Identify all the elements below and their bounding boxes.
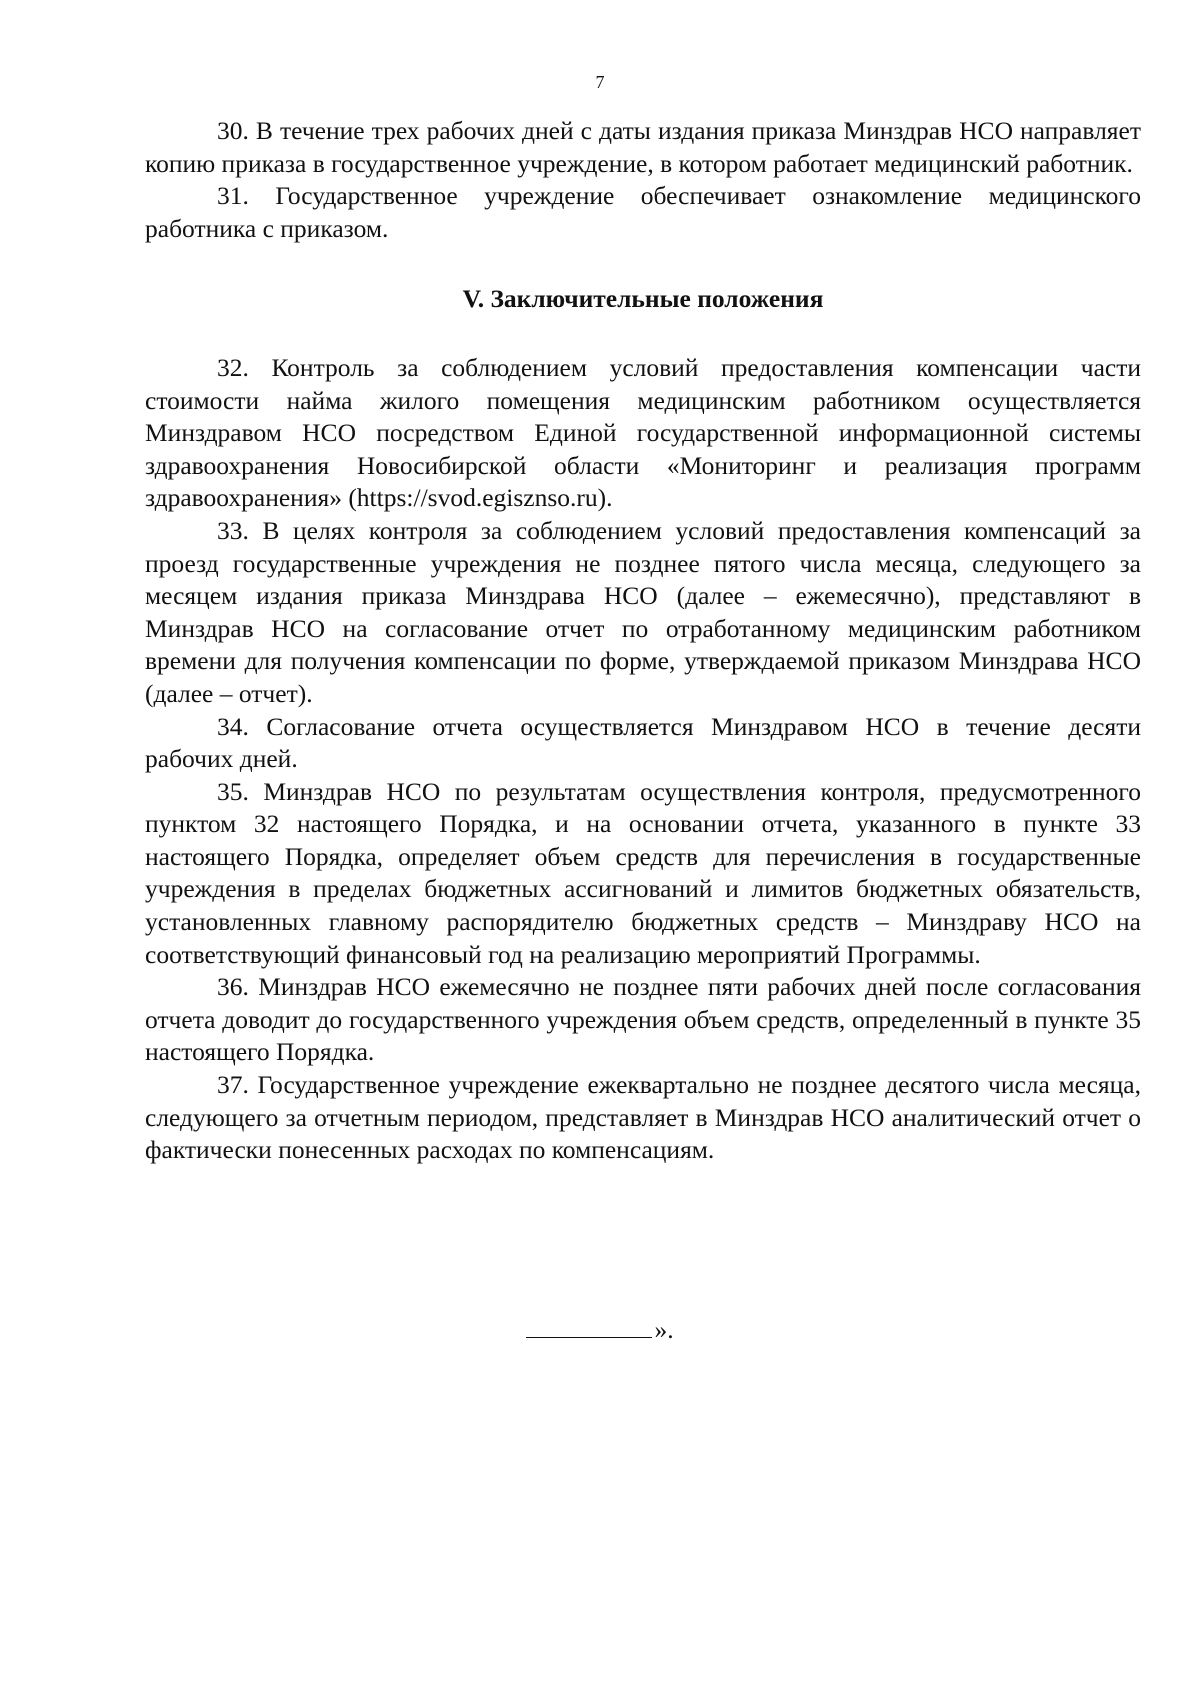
closing-underline [526,1315,652,1338]
page-number: 7 [595,72,605,92]
document-body [145,115,1141,1167]
paragraph-37: 37. Государственное учреждение ежеквартально не позднее десятого числа месяца, следующего за отчетным периодом, представляет в Минздрав НСО аналитический отчет о фактически понесенных расходах по компенсациям. [145,1070,1141,1165]
section-heading: V. Заключительные положения [462,284,824,314]
paragraph-33: 33. В целях контроля за соблюдением условий предоставления компенсаций за проезд государственные учреждения не позднее пятого числа месяца, следующего за месяцем издания приказа Минздрава НСО (далее – ежемесячно), представляют в Минздрав НСО на согласование отчет по отработанному медицинским работником времени для получения компенсации по форме, утверждаемой приказом Минздрава НСО (далее – отчет). [145,515,1141,708]
closing-quote: ». [654,1315,674,1344]
paragraph-30: 30. В течение трех рабочих дней с даты издания приказа Минздрав НСО направляет копию приказа в государственное учреждение, в котором работает медицинский работник. [145,116,1141,178]
paragraph-35: 35. Минздрав НСО по результатам осуществления контроля, предусмотренного пунктом 32 настоящего Порядка, и на основании отчета, указанного в пункте 33 настоящего Порядка, определяет объем средств для перечисления в государственные учреждения в пределах бюджетных ассигнований и лимитов бюджетных обязательств, установленных главному распорядителю бюджетных средств – Минздраву НСО на соответствующий финансовый год на реализацию мероприятий Программы. [145,776,1141,969]
paragraph-34: 34. Согласование отчета осуществляется Минздравом НСО в течение десяти рабочих дней. [145,711,1141,774]
paragraph-31: 31. Государственное учреждение обеспечивает ознакомление медицинского работника с приказом. [145,181,1141,243]
paragraph-36: 36. Минздрав НСО ежемесячно не позднее пяти рабочих дней после согласования отчета доводит до государственного учреждения объем средств, определенный в пункте 35 настоящего Порядка. [145,972,1141,1067]
closing-mark [0,1314,1200,1346]
paragraph-32: 32. Контроль за соблюдением условий предоставления компенсации части стоимости найма жилого помещения медицинским работником осуществляется Минздравом НСО посредством Единой государственной информационной системы здравоохранения Новосибирской области «Мониторинг и реализация программ здравоохранения» (https://svod.egisznso.ru). [145,352,1141,513]
